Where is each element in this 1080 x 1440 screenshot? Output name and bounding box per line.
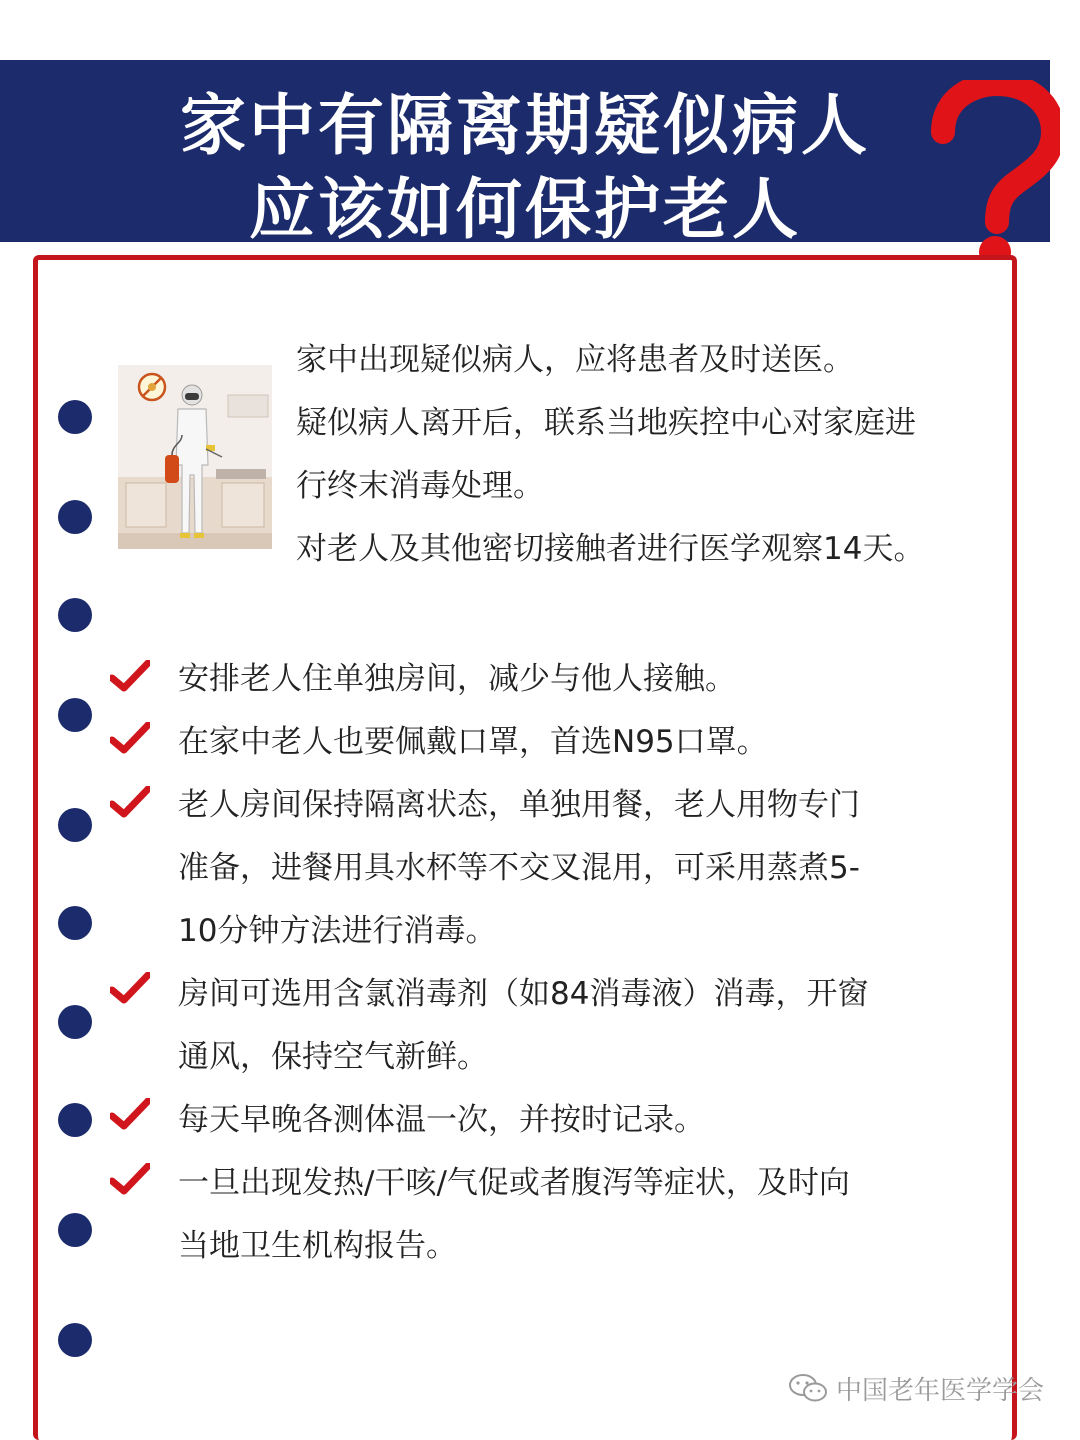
intro-line: 疑似病人离开后，联系当地疾控中心对家庭进 — [296, 405, 916, 441]
binder-dot — [58, 400, 92, 434]
disinfection-worker-illustration — [118, 365, 272, 549]
checklist-item-text: 10分钟方法进行消毒。 — [178, 913, 497, 949]
binder-dot — [58, 598, 92, 632]
checklist-item — [178, 774, 958, 963]
question-mark-icon — [925, 80, 1060, 270]
binder-dot — [58, 1323, 92, 1357]
checklist-item — [178, 648, 958, 711]
checkmark-icon — [110, 660, 150, 692]
checklist-item — [178, 711, 958, 774]
binder-dot — [58, 500, 92, 534]
binder-dot — [58, 1103, 92, 1137]
checkmark-icon — [110, 972, 150, 1004]
wechat-icon — [788, 1372, 828, 1404]
checklist-item-text: 一旦出现发热/干咳/气促或者腹泻等症状，及时向 — [178, 1165, 850, 1201]
source-watermark — [788, 1368, 1058, 1408]
checklist-item — [178, 1152, 958, 1278]
checklist-item-text: 在家中老人也要佩戴口罩，首选N95口罩。 — [178, 724, 768, 760]
binder-dot — [58, 808, 92, 842]
checklist-item — [178, 1089, 958, 1152]
page-title-line2: 应该如何保护老人 — [249, 171, 801, 248]
checklist-item-text: 准备，进餐用具水杯等不交叉混用，可采用蒸煮5- — [178, 850, 860, 886]
checkmark-icon — [110, 722, 150, 754]
binder-dot — [58, 1005, 92, 1039]
checkmark-icon — [110, 1163, 150, 1195]
binder-dot — [58, 698, 92, 732]
binder-dot — [58, 906, 92, 940]
checklist-item-text: 当地卫生机构报告。 — [178, 1228, 457, 1264]
intro-line: 家中出现疑似病人，应将患者及时送医。 — [296, 342, 854, 378]
checklist-item-text: 每天早晚各测体温一次，并按时记录。 — [178, 1102, 705, 1138]
checklist-item — [178, 963, 958, 1089]
intro-line: 行终末消毒处理。 — [296, 468, 544, 504]
checklist-item-text: 老人房间保持隔离状态，单独用餐，老人用物专门 — [178, 787, 860, 823]
source-name: 中国老年医学学会 — [836, 1375, 1045, 1406]
checklist-item-text: 通风，保持空气新鲜。 — [178, 1039, 488, 1075]
checklist-item-text: 安排老人住单独房间，减少与他人接触。 — [178, 661, 736, 697]
checkmark-icon — [110, 1098, 150, 1130]
intro-line: 对老人及其他密切接触者进行医学观察14天。 — [296, 531, 925, 567]
page-title-line1: 家中有隔离期疑似病人 — [180, 87, 870, 164]
checkmark-icon — [110, 786, 150, 818]
binder-dot — [58, 1213, 92, 1247]
title-banner — [0, 60, 1050, 248]
checklist-item-text: 房间可选用含氯消毒剂（如84消毒液）消毒，开窗 — [178, 976, 869, 1012]
